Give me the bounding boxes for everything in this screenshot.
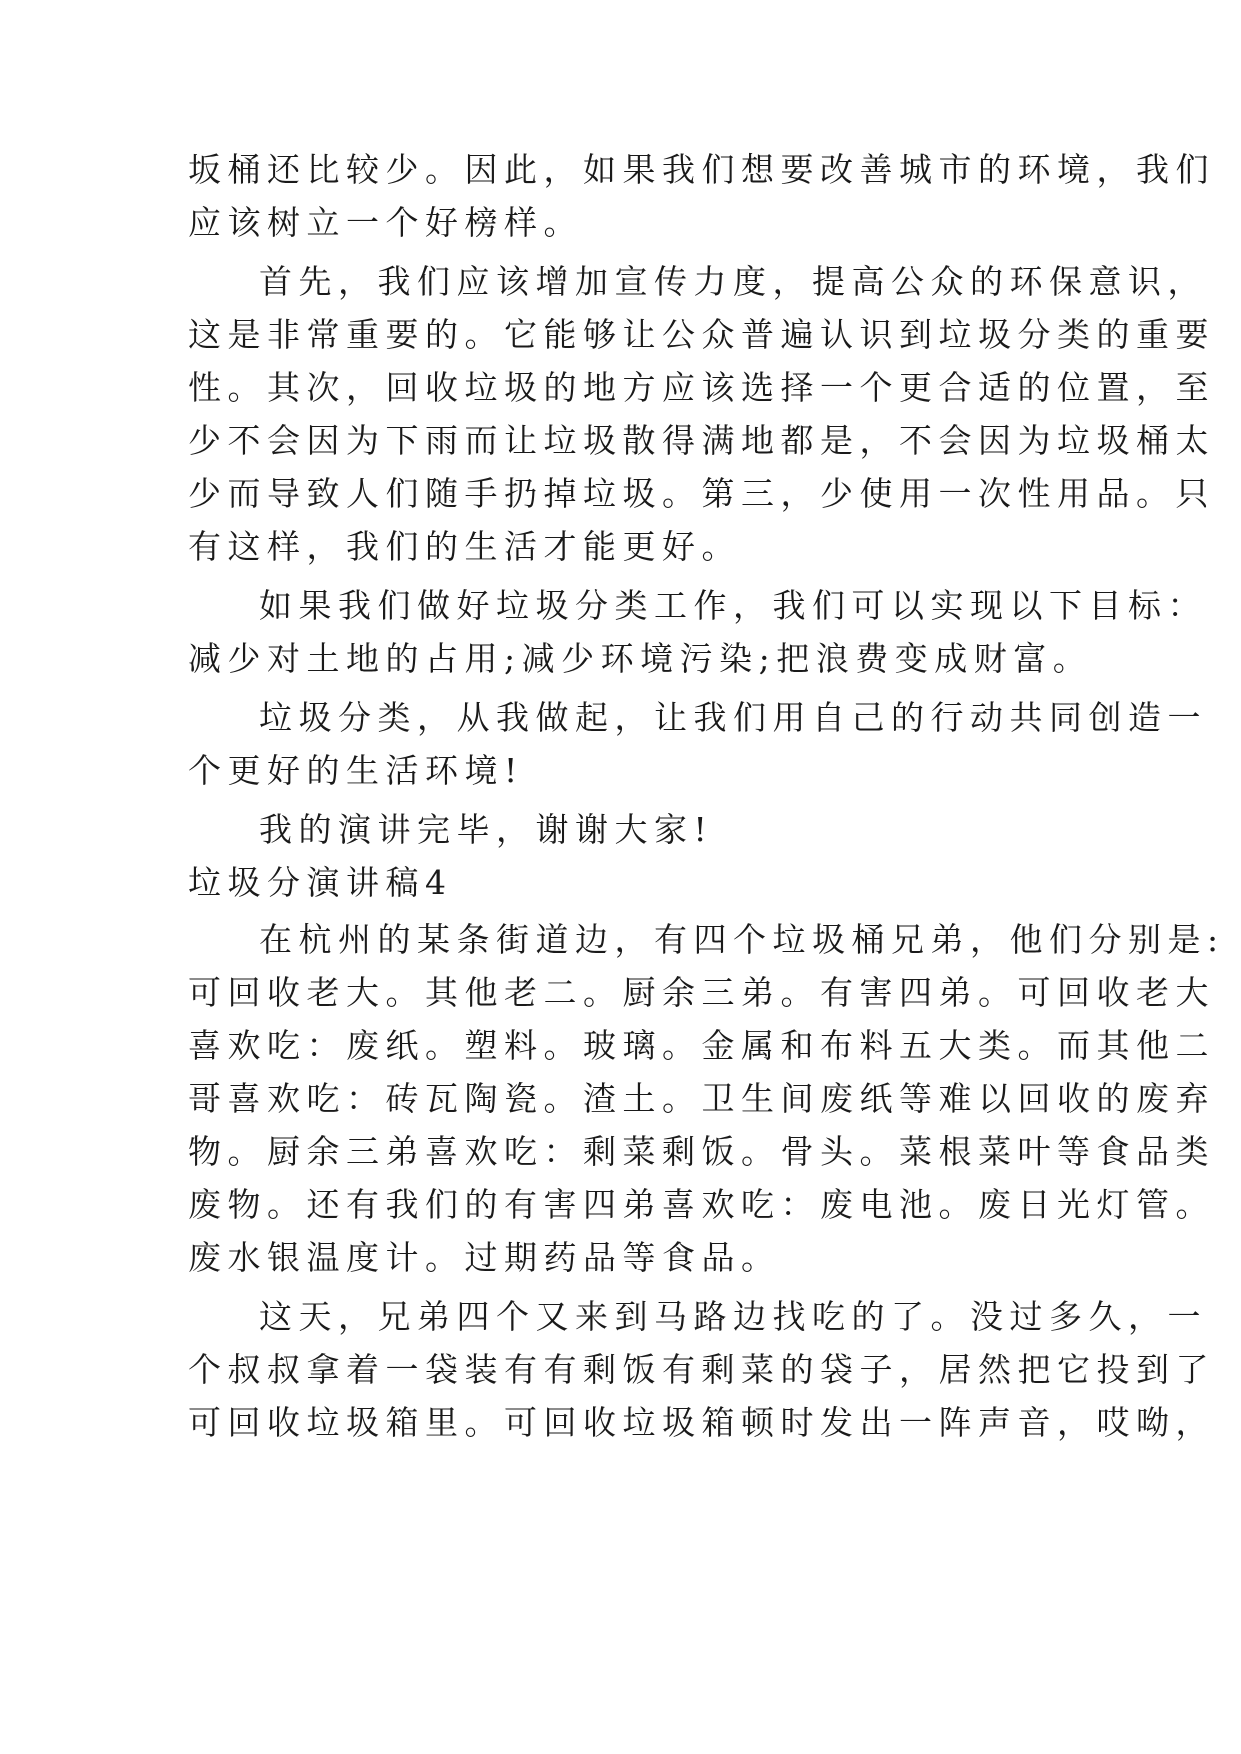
text-line-16: 可回收老大。其他老二。厨余三弟。有害四弟。可回收老大 [188,973,1215,1012]
paragraph-start-line-9: 如果我们做好垃圾分类工作，我们可以实现以下目标： [259,586,1207,625]
paragraph-start-line-11: 垃圾分类，从我做起，让我们用自己的行动共同创造一 [259,698,1207,737]
text-line-12: 个更好的生活环境! [188,751,524,790]
section-heading: 垃圾分演讲稿4 [188,863,453,902]
text-line-17: 喜欢吃：废纸。塑料。玻璃。金属和布料五大类。而其他二 [188,1026,1215,1065]
text-line-1: 坂桶还比较少。因此，如果我们想要改善城市的环境，我们 [188,150,1215,189]
text-line-4: 这是非常重要的。它能够让公众普遍认识到垃圾分类的重要 [188,315,1215,354]
text-line-2: 应该树立一个好榜样。 [188,203,583,242]
text-line-7: 少而导致人们随手扔掉垃圾。第三，少使用一次性用品。只 [188,474,1215,513]
text-line-5: 性。其次，回收垃圾的地方应该选择一个更合适的位置，至 [188,368,1215,407]
paragraph-start-line-15: 在杭州的某条街道边，有四个垃圾桶兄弟，他们分别是: [259,920,1225,959]
paragraph-start-line-22: 这天，兄弟四个又来到马路边找吃的了。没过多久，一 [259,1297,1207,1336]
paragraph-start-line-13: 我的演讲完毕，谢谢大家! [259,810,714,849]
text-line-20: 废物。还有我们的有害四弟喜欢吃：废电池。废日光灯管。 [188,1185,1215,1224]
text-line-21: 废水银温度计。过期药品等食品。 [188,1238,781,1277]
text-line-6: 少不会因为下雨而让垃圾散得满地都是，不会因为垃圾桶太 [188,421,1215,460]
text-line-10: 减少对土地的占用;减少环境污染;把浪费变成财富。 [188,639,1093,678]
text-line-8: 有这样，我们的生活才能更好。 [188,527,741,566]
text-line-23: 个叔叔拿着一袋装有有剩饭有剩菜的袋子，居然把它投到了 [188,1350,1215,1389]
paragraph-start-line-3: 首先，我们应该增加宣传力度，提高公众的环保意识， [259,262,1207,301]
text-line-24: 可回收垃圾箱里。可回收垃圾箱顿时发出一阵声音，哎呦， [188,1403,1215,1442]
text-line-18: 哥喜欢吃：砖瓦陶瓷。渣土。卫生间废纸等难以回收的废弃 [188,1079,1215,1118]
text-line-19: 物。厨余三弟喜欢吃：剩菜剩饭。骨头。菜根菜叶等食品类 [188,1132,1215,1171]
